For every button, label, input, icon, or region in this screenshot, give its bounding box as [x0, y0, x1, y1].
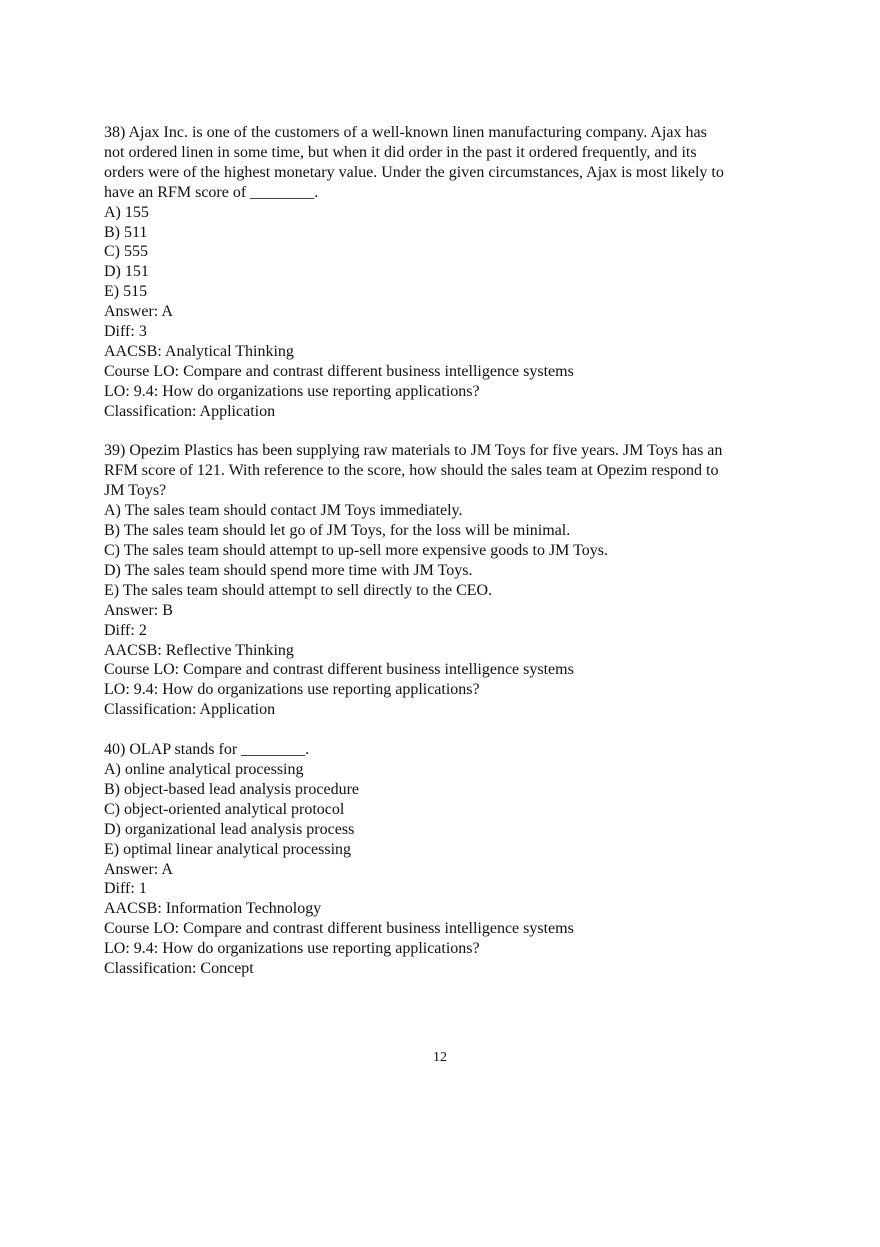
- option-a: A) The sales team should contact JM Toys immediately.: [104, 502, 463, 520]
- document-page: [104, 123, 784, 979]
- answer-line: Answer: A: [104, 860, 173, 878]
- course-lo-line: Course LO: Compare and contrast different business intelligence systems: [104, 362, 574, 380]
- option-a: A) 155: [104, 203, 149, 221]
- question-stem-line: RFM score of 121. With reference to the score, how should the sales team at Opezim respond to: [104, 462, 719, 480]
- answer-line: Answer: B: [104, 601, 173, 619]
- option-c: C) object-oriented analytical protocol: [104, 800, 345, 818]
- lo-line: LO: 9.4: How do organizations use reporting applications?: [104, 681, 480, 699]
- lo-line: LO: 9.4: How do organizations use reporting applications?: [104, 940, 480, 958]
- course-lo-line: Course LO: Compare and contrast different business intelligence systems: [104, 920, 574, 938]
- aacsb-line: AACSB: Information Technology: [104, 900, 322, 918]
- aacsb-line: AACSB: Analytical Thinking: [104, 342, 294, 360]
- option-e: E) optimal linear analytical processing: [104, 840, 352, 858]
- option-d: D) 151: [104, 263, 149, 281]
- option-b: B) 511: [104, 223, 148, 241]
- option-c: C) 555: [104, 243, 148, 261]
- aacsb-line: AACSB: Reflective Thinking: [104, 641, 294, 659]
- answer-line: Answer: A: [104, 303, 173, 321]
- option-e: E) 515: [104, 283, 148, 301]
- page-number: 12: [433, 1050, 447, 1065]
- question-spacer: [104, 720, 784, 740]
- question-stem-line: JM Toys?: [104, 482, 167, 500]
- classification-line: Classification: Application: [104, 701, 276, 719]
- option-b: B) object-based lead analysis procedure: [104, 780, 360, 798]
- difficulty-line: Diff: 3: [104, 323, 147, 341]
- question-stem-line: orders were of the highest monetary value. Under the given circumstances, Ajax is most likely to: [104, 163, 724, 181]
- option-d: D) The sales team should spend more time with JM Toys.: [104, 561, 473, 579]
- question-stem-line: not ordered linen in some time, but when it did order in the past it ordered frequently, and its: [104, 143, 697, 161]
- question-stem-line: 39) Opezim Plastics has been supplying raw materials to JM Toys for five years. JM Toys has an: [104, 442, 723, 460]
- question-spacer: [104, 422, 784, 442]
- question-stem-line: 40) OLAP stands for ________.: [104, 741, 310, 759]
- option-e: E) The sales team should attempt to sell directly to the CEO.: [104, 581, 493, 599]
- course-lo-line: Course LO: Compare and contrast different business intelligence systems: [104, 661, 574, 679]
- option-d: D) organizational lead analysis process: [104, 820, 355, 838]
- difficulty-line: Diff: 2: [104, 621, 147, 639]
- classification-line: Classification: Concept: [104, 960, 254, 978]
- difficulty-line: Diff: 1: [104, 880, 147, 898]
- question-stem-line: 38) Ajax Inc. is one of the customers of a well-known linen manufacturing company. Ajax has: [104, 124, 707, 141]
- question-stem-line: have an RFM score of ________.: [104, 183, 319, 201]
- option-c: C) The sales team should attempt to up-sell more expensive goods to JM Toys.: [104, 542, 608, 560]
- question-38: [104, 123, 784, 422]
- option-a: A) online analytical processing: [104, 760, 304, 778]
- question-39: [104, 441, 784, 720]
- classification-line: Classification: Application: [104, 402, 276, 420]
- question-40: [104, 740, 784, 979]
- option-b: B) The sales team should let go of JM Toys, for the loss will be minimal.: [104, 522, 571, 540]
- lo-line: LO: 9.4: How do organizations use reporting applications?: [104, 382, 480, 400]
